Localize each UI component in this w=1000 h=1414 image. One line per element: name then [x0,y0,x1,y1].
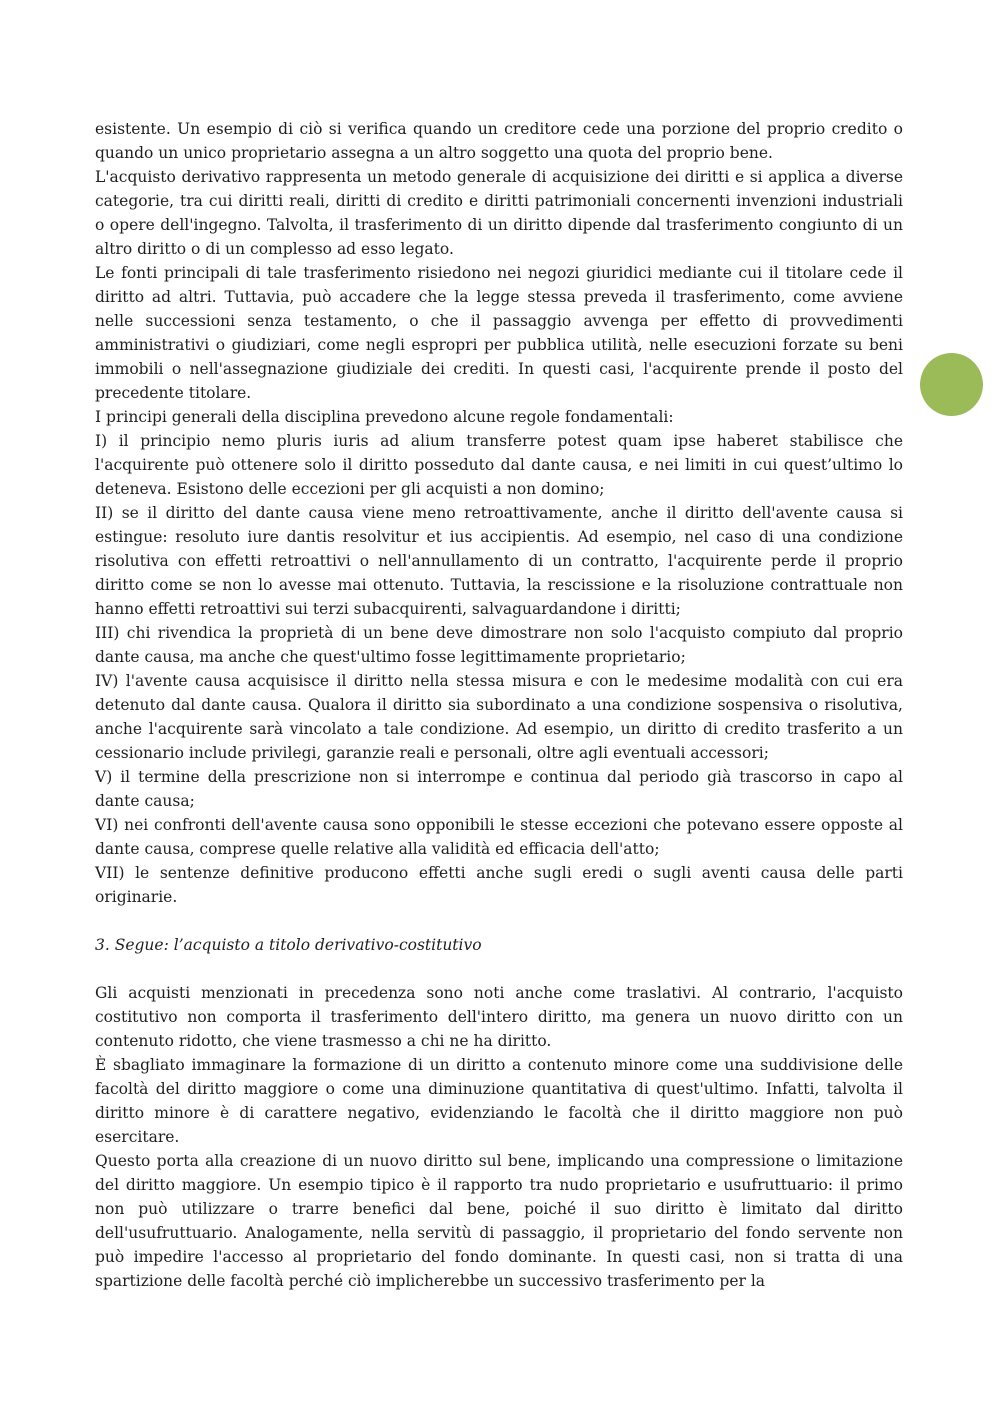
page-marker-circle [920,353,983,416]
paragraph: È sbagliato immaginare la formazione di un diritto a contenuto minore come una suddivisione delle facoltà del diritto maggiore o come una diminuzione quantitativa di quest'ultimo. Infatti, talvolta il diritto minore è di carattere negativo, evidenziando le facoltà che il diritto maggiore non può esercitare. [95,1056,903,1146]
list-item-principle-4: IV) l'avente causa acquisisce il diritto nella stessa misura e con le medesime modalità con cui era detenuto dal dante causa. Qualora il diritto sia subordinato a una condizione sospensiva o risolutiva, anche l'acquirente sarà vincolato a tale condizione. Ad esempio, un diritto di credito trasferito a un cessionario include privilegi, garanzie reali e personali, oltre agli eventuali accessori; [95,672,903,762]
section-heading: 3. Segue: l’acquisto a titolo derivativo-costitutivo [95,936,482,954]
list-item-principle-5: V) il termine della prescrizione non si interrompe e continua dal periodo già trascorso in capo al dante causa; [95,768,903,810]
paragraph: Questo porta alla creazione di un nuovo diritto sul bene, implicando una compressione o limitazione del diritto maggiore. Un esempio tipico è il rapporto tra nudo proprietario e usufruttuario: il primo non può utilizzare o trarre benefici dal bene, poiché il suo diritto è limitato dal diritto dell'usufruttuario. Analogamente, nella servitù di passaggio, il proprietario del fondo servente non può impedire l'accesso al proprietario del fondo dominante. In questi casi, non si tratta di una spartizione delle facoltà perché ciò implicherebbe un successivo trasferimento per la [95,1152,903,1290]
list-item-principle-1: I) il principio nemo pluris iuris ad alium transferre potest quam ipse haberet stabilisce che l'acquirente può ottenere solo il diritto posseduto dal dante causa, e nei limiti in cui quest’ultimo lo deteneva. Esistono delle eccezioni per gli acquisti a non domino; [95,432,903,498]
paragraph: Gli acquisti menzionati in precedenza sono noti anche come traslativi. Al contrario, l'acquisto costitutivo non comporta il trasferimento dell'intero diritto, ma genera un nuovo diritto con un contenuto ridotto, che viene trasmesso a chi ne ha diritto. [95,984,903,1050]
list-item-principle-2: II) se il diritto del dante causa viene meno retroattivamente, anche il diritto dell'avente causa si estingue: resoluto iure dantis resolvitur et ius accipientis. Ad esempio, nel caso di una condizione risolutiva con effetti retroattivi o nell'annullamento di un contratto, l'acquirente perde il proprio diritto come se non lo avesse mai ottenuto. Tuttavia, la rescissione e la risoluzione contrattuale non hanno effetti retroattivi sui terzi subacquirenti, salvaguardandone i diritti; [95,504,903,618]
list-item-principle-7: VII) le sentenze definitive producono effetti anche sugli eredi o sugli aventi causa delle parti originarie. [95,864,903,906]
list-item-principle-6: VI) nei confronti dell'avente causa sono opponibili le stesse eccezioni che potevano essere opposte al dante causa, comprese quelle relative alla validità ed efficacia dell'atto; [95,816,903,858]
paragraph: L'acquisto derivativo rappresenta un metodo generale di acquisizione dei diritti e si applica a diverse categorie, tra cui diritti reali, diritti di credito e diritti patrimoniali concernenti invenzioni industriali o opere dell'ingegno. Talvolta, il trasferimento di un diritto dipende dal trasferimento congiunto di un altro diritto o di un complesso ad esso legato. [95,168,903,258]
list-item-principle-3: III) chi rivendica la proprietà di un bene deve dimostrare non solo l'acquisto compiuto dal proprio dante causa, ma anche che quest'ultimo fosse legittimamente proprietario; [95,624,903,666]
body-text [95,117,903,1293]
paragraph: Le fonti principali di tale trasferimento risiedono nei negozi giuridici mediante cui il titolare cede il diritto ad altri. Tuttavia, può accadere che la legge stessa preveda il trasferimento, come avviene nelle successioni senza testamento, o che il passaggio avvenga per effetto di provvedimenti amministrativi o giudiziari, come negli espropri per pubblica utilità, nelle esecuzioni forzate su beni immobili o nell'assegnazione giudiziale dei crediti. In questi casi, l'acquirente prende il posto del precedente titolare. [95,264,903,402]
paragraph: I principi generali della disciplina prevedono alcune regole fondamentali: [95,408,674,426]
paragraph: esistente. Un esempio di ciò si verifica quando un creditore cede una porzione del proprio credito o quando un unico proprietario assegna a un altro soggetto una quota del proprio bene. [95,120,903,162]
